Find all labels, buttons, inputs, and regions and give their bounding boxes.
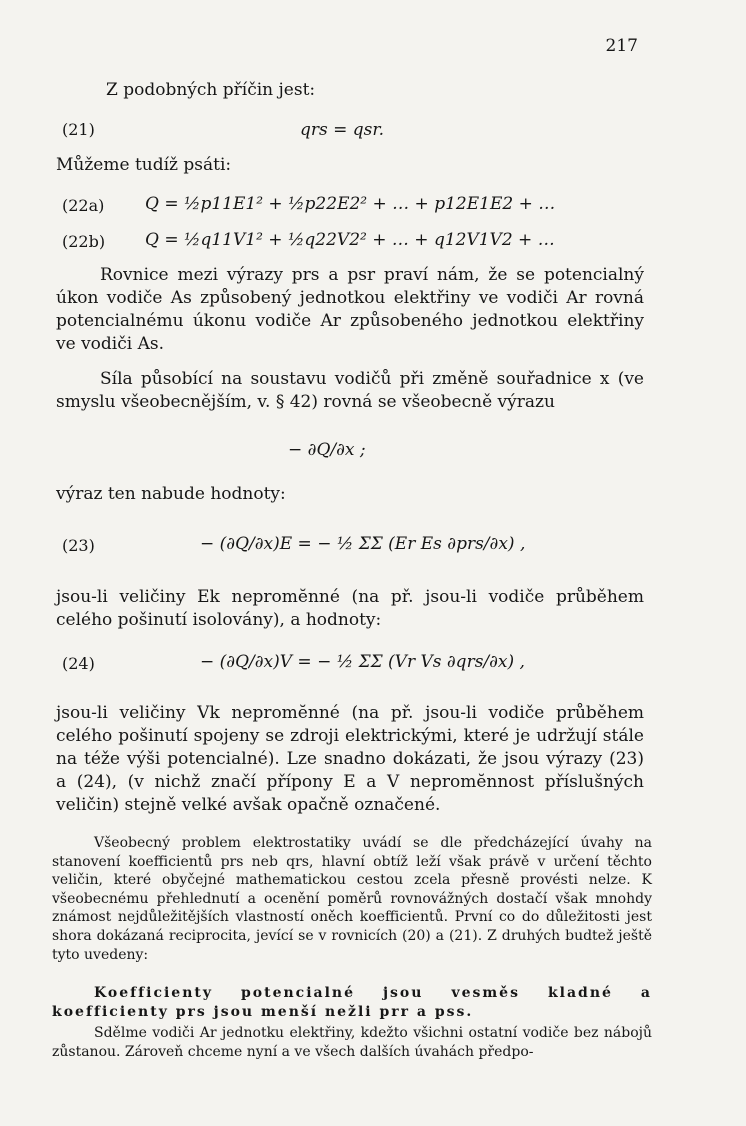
equation-24: − (∂Q/∂x)V = − ½ ΣΣ (Vr Vs ∂qrs/∂x) , <box>200 652 525 672</box>
intro-line-1: Z podobných příčin jest: <box>106 80 316 100</box>
paragraph-reciprocity: Rovnice mezi výrazy prs a psr praví nám, že se potencialný úkon vodiče As způsobený jednotkou elektřiny ve vodiči Ar rovná potencialnému úkonu vodiče Ar způsobeného jednotkou elektřiny ve vodiči As. <box>56 265 644 354</box>
equation-22a: Q = ½p11E1² + ½p22E2² + … + p12E1E2 + … <box>145 194 556 214</box>
equation-number-22a: (22a) <box>62 196 105 215</box>
equation-number-22b: (22b) <box>62 232 106 251</box>
note-unit-charge: Sdělme vodiči Ar jednotku elektřiny, kdežto všichni ostatní vodiče bez nábojů zůstanou. Zároveň chceme nyní a ve všech dalších úvahách předpo- <box>52 1025 652 1060</box>
spaced-statement: Koefficienty potencialné jsou vesměs kladné a koefficienty prs jsou menší nežli prr a pss. <box>52 985 652 1020</box>
note-coefficients-positive <box>52 984 652 1021</box>
note-general-problem: Všeobecný problem elektrostatiky uvádí se dle předcházející úvahy na stanovení koefficientů prs neb qrs, hlavní obtíž leží však právě v určení těchto veličin, které obyčejné mathematickou cestou zcela přesně provésti nelze. K všeobecnému přehlednutí a ocenění poměrů rovnovážných dostačí však mnohdy známost nejdůležitějších vlastností oněch koefficientů. První co do důležitosti jest shora dokázaná reciprocita, jevící se v rovnicích (20) a (21). Z druhých budtež ještě tyto uvedeny: <box>52 835 652 963</box>
equation-22b: Q = ½q11V1² + ½q22V2² + … + q12V1V2 + … <box>145 230 555 250</box>
equation-number-24: (24) <box>62 654 95 673</box>
equation-force: − ∂Q/∂x ; <box>288 440 366 460</box>
paragraph-constant-charge: jsou-li veličiny Ek nepromĕnné (na př. jsou-li vodiče průběhem celého pošinutí isolovány), a hodnoty: <box>56 587 644 630</box>
intro-line-2: Můžeme tudíž psáti: <box>56 155 232 175</box>
equation-21: qrs = qsr. <box>300 120 385 140</box>
equation-number-23: (23) <box>62 536 95 555</box>
paragraph-force: Síla působící na soustavu vodičů při změně souřadnice x (ve smyslu všeobecnějším, v. § 42) rovná se všeobecně výrazu <box>56 369 644 412</box>
equation-23: − (∂Q/∂x)E = − ½ ΣΣ (Er Es ∂prs/∂x) , <box>200 534 526 554</box>
page-number: 217 <box>605 36 638 56</box>
equation-number-21: (21) <box>62 120 95 139</box>
paragraph-constant-potential: jsou-li veličiny Vk nepromĕnné (na př. jsou-li vodiče průběhem celého pošinutí spojeny se zdroji elektrickými, které je udržují stále na téže výši potencialné). Lze snadno dokázati, že jsou výrazy (23) a (24), (v nichž značí přípony E a V nepromĕnnost příslušných veličin) stejně velké avšak opačně označené. <box>56 703 644 815</box>
intro-line-3: výraz ten nabude hodnoty: <box>56 484 286 504</box>
